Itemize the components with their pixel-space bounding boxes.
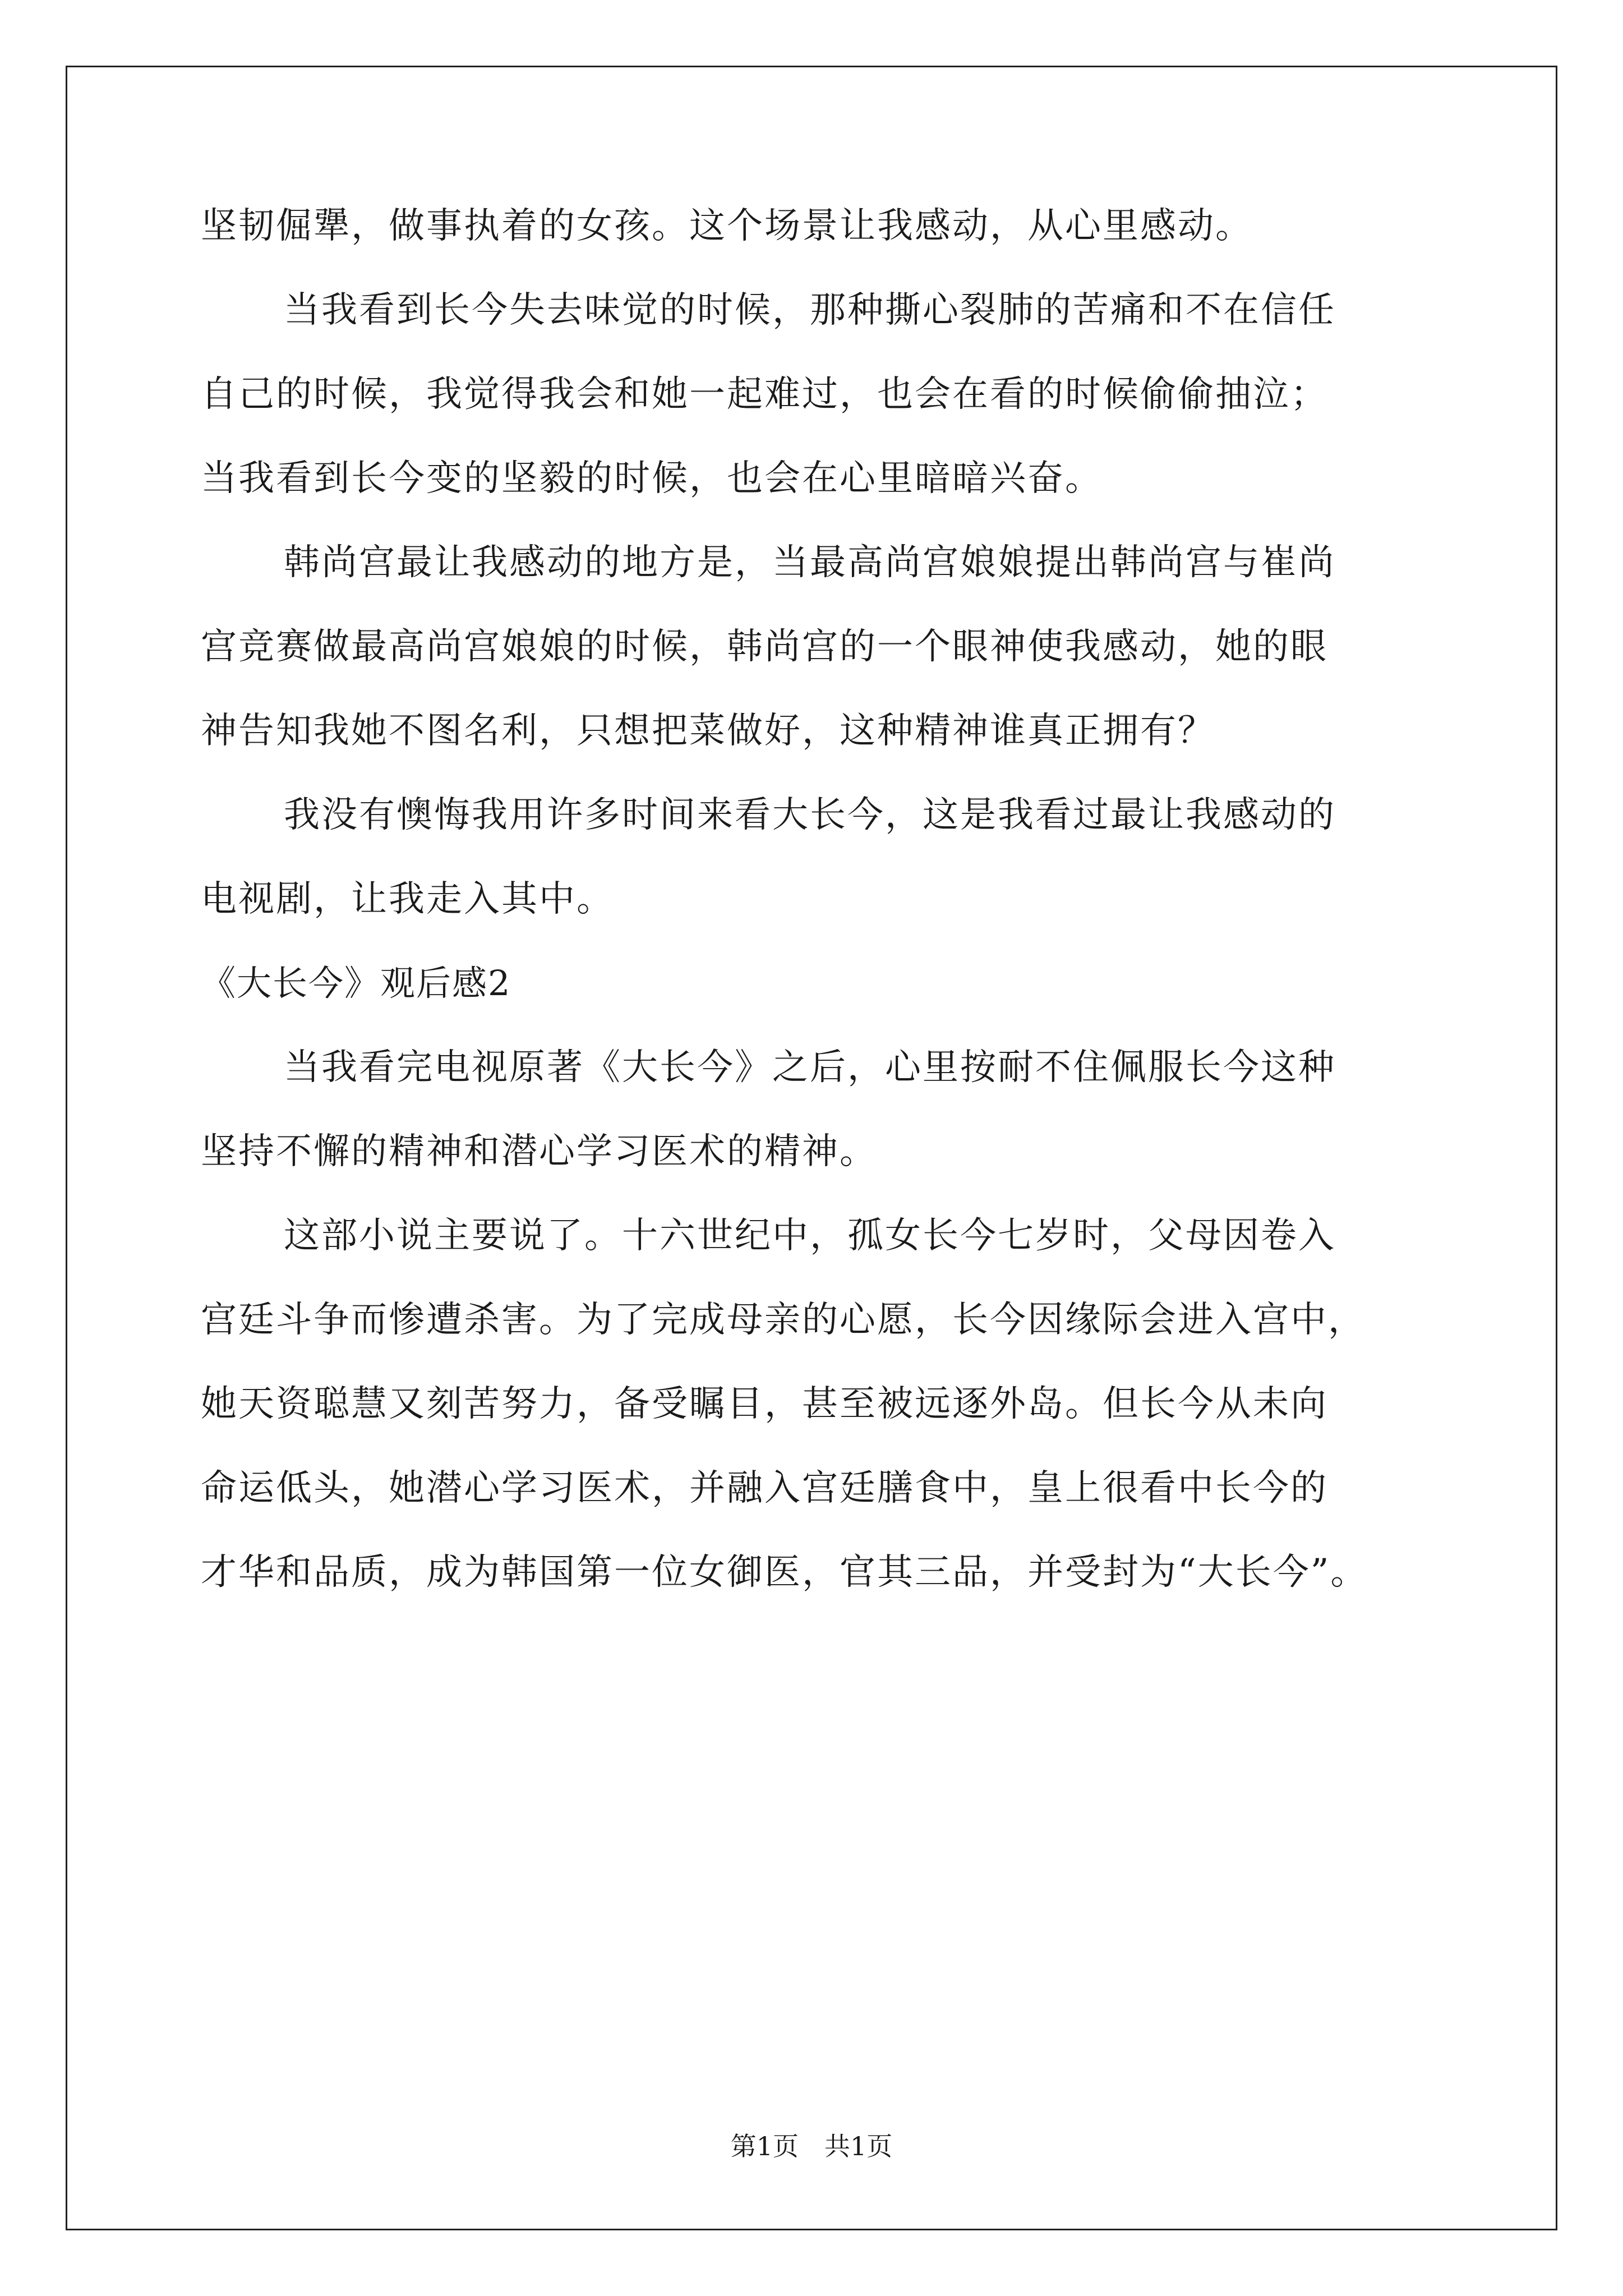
text-line: 当我看完电视原著《大长今》之后，心里按耐不住佩服长今这种 [284, 1047, 1336, 1088]
text-line: 当我看到长今变的坚毅的时候，也会在心里暗暗兴奋。 [201, 458, 1103, 499]
text-line: 才华和品质，成为韩国第一位女御医，官其三品，并受封为“大长今”。 [201, 1552, 1368, 1593]
text-line: 宫廷斗争而惨遭杀害。为了完成母亲的心愿，长今因缘际会进入宫中， [201, 1299, 1366, 1341]
text-line: 她天资聪慧又刻苦努力，备受瞩目，甚至被远逐外岛。但长今从未向 [201, 1383, 1328, 1425]
text-line: 我没有懊悔我用许多时间来看大长今，这是我看过最让我感动的 [284, 794, 1336, 836]
text-line: 坚韧倔犟，做事执着的女孩。这个场景让我感动，从心里感动。 [201, 205, 1253, 247]
text-line: 这部小说主要说了。十六世纪中，孤女长今七岁时，父母因卷入 [284, 1215, 1336, 1257]
page-footer: 第1页 共1页 [730, 2131, 893, 2161]
text-line: 宫竞赛做最高尚宫娘娘的时候，韩尚宫的一个眼神使我感动，她的眼 [201, 626, 1328, 668]
text-line: 自己的时候，我觉得我会和她一起难过，也会在看的时候偷偷抽泣； [201, 374, 1328, 415]
text-line: 韩尚宫最让我感动的地方是，当最高尚宫娘娘提出韩尚宫与崔尚 [284, 542, 1336, 583]
text-line: 坚持不懈的精神和潜心学习医术的精神。 [201, 1131, 877, 1172]
text-line: 神告知我她不图名利，只想把菜做好，这种精神谁真正拥有？ [201, 710, 1215, 752]
text-line: 当我看到长今失去味觉的时候，那种撕心裂肺的苦痛和不在信任 [284, 289, 1336, 331]
section-heading: 《大长今》观后感2 [201, 963, 511, 1004]
paragraph-block-1 [201, 201, 1435, 924]
document-body [201, 201, 1435, 1631]
text-line: 电视剧，让我走入其中。 [201, 878, 614, 920]
paragraph-block-2 [201, 1042, 1435, 1598]
text-line: 命运低头，她潜心学习医术，并融入宫廷膳食中，皇上很看中长今的 [201, 1467, 1328, 1509]
